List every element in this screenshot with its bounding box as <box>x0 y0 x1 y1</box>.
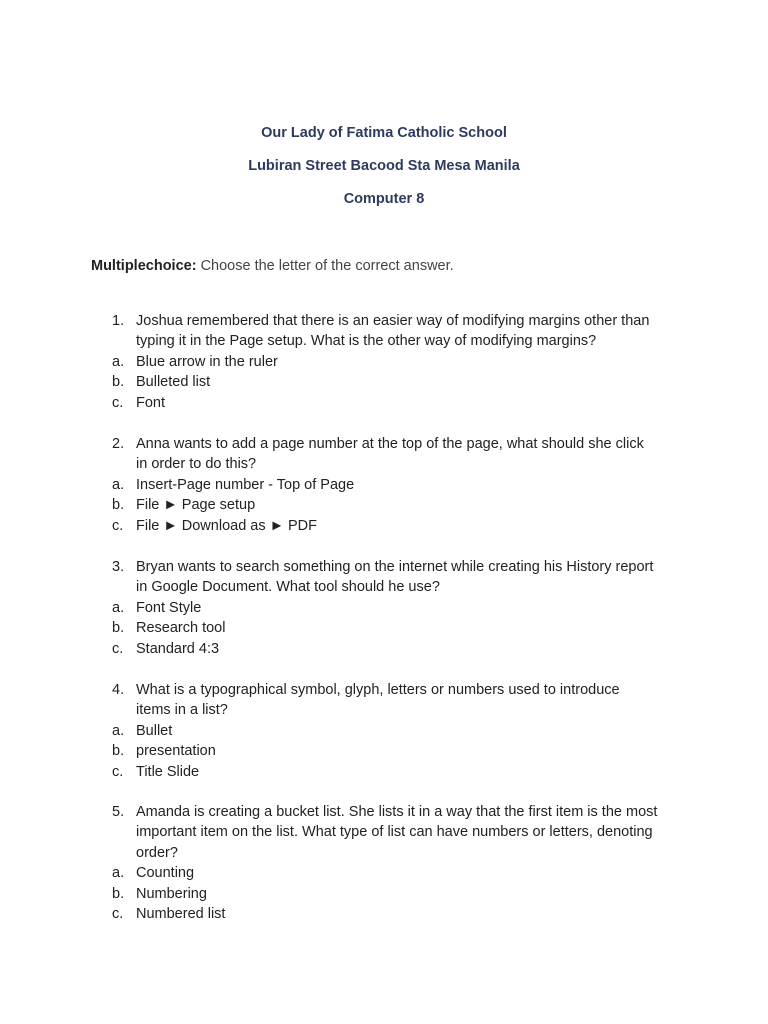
question-text: Amanda is creating a bucket list. She lists it in a way that the first item is the most <box>136 804 658 820</box>
choice-letter: a. <box>112 353 125 370</box>
question-4 <box>0 680 768 782</box>
question-text: typing it in the Page setup. What is the other way of modifying margins? <box>136 333 597 350</box>
question-line <box>0 822 768 842</box>
choice-b <box>0 618 768 638</box>
school-address: Lubiran Street Bacood Sta Mesa Manila <box>248 158 520 174</box>
choice-letter: a. <box>112 599 125 616</box>
question-line <box>0 557 768 577</box>
choice-text: Numbering <box>136 885 207 902</box>
question-3 <box>0 557 768 659</box>
question-line <box>0 331 768 351</box>
question-2 <box>0 434 768 536</box>
question-number: 4. <box>112 682 125 698</box>
choice-letter: a. <box>112 865 125 882</box>
choice-text: Standard 4:3 <box>136 640 220 657</box>
question-text: in order to do this? <box>136 456 257 473</box>
choice-letter: c. <box>112 905 124 922</box>
choice-text: Counting <box>136 865 195 882</box>
choice-text: Insert-Page number - Top of Page <box>136 476 355 493</box>
question-text: What is a typographical symbol, glyph, letters or numbers used to introduce <box>136 682 620 698</box>
choice-b <box>0 372 768 392</box>
question-number: 2. <box>112 436 125 452</box>
choice-letter: b. <box>112 497 125 514</box>
question-line <box>0 680 768 700</box>
question-number: 5. <box>112 804 125 820</box>
choice-c <box>0 516 768 536</box>
choice-letter: b. <box>112 620 125 637</box>
choice-text: Font <box>136 394 166 411</box>
question-text: Joshua remembered that there is an easier way of modifying margins other than <box>136 313 650 329</box>
question-text: in Google Document. What tool should he use? <box>136 579 440 596</box>
question-line <box>0 311 768 331</box>
choice-letter: a. <box>112 722 125 739</box>
question-line <box>0 802 768 822</box>
question-line <box>0 577 768 597</box>
choice-letter: b. <box>112 374 125 391</box>
choice-a <box>0 475 768 495</box>
choice-a <box>0 352 768 372</box>
question-line <box>0 434 768 454</box>
choice-letter: c. <box>112 394 124 411</box>
question-number: 3. <box>112 559 125 575</box>
choice-a <box>0 863 768 883</box>
choice-letter: c. <box>112 517 124 534</box>
choice-letter: c. <box>112 763 124 780</box>
instructions-label: Multiplechoice: <box>91 258 197 274</box>
question-line <box>0 700 768 720</box>
question-text: Bryan wants to search something on the internet while creating his History report <box>136 559 654 575</box>
choice-c <box>0 762 768 782</box>
choice-text: presentation <box>136 743 216 760</box>
school-name: Our Lady of Fatima Catholic School <box>261 125 507 141</box>
question-text: order? <box>136 844 178 861</box>
question-text: important item on the list. What type of list can have numbers or letters, denoting <box>136 824 653 841</box>
question-1 <box>0 311 768 413</box>
choice-text: Numbered list <box>136 905 226 922</box>
choice-letter: a. <box>112 476 125 493</box>
choice-text: Title Slide <box>136 763 200 780</box>
choice-text: Blue arrow in the ruler <box>136 353 278 370</box>
choice-text: Bullet <box>136 722 173 739</box>
choice-a <box>0 721 768 741</box>
question-5 <box>0 802 768 924</box>
question-line <box>0 843 768 863</box>
question-text: Anna wants to add a page number at the top of the page, what should she click <box>136 436 644 452</box>
instructions <box>91 258 454 274</box>
choice-b <box>0 741 768 761</box>
choice-c <box>0 904 768 924</box>
choice-c <box>0 393 768 413</box>
question-text: items in a list? <box>136 702 228 719</box>
choice-letter: b. <box>112 885 125 902</box>
choice-letter: b. <box>112 743 125 760</box>
choice-text: Bulleted list <box>136 374 211 391</box>
subject-title: Computer 8 <box>343 191 425 207</box>
question-line <box>0 454 768 474</box>
choice-text: Font Style <box>136 599 202 616</box>
choice-text: File ► Page setup <box>136 497 256 514</box>
instructions-text: Choose the letter of the correct answer. <box>200 258 454 274</box>
choice-letter: c. <box>112 640 124 657</box>
choice-c <box>0 639 768 659</box>
choice-text: Research tool <box>136 620 226 637</box>
choice-b <box>0 495 768 515</box>
choice-text: File ► Download as ► PDF <box>136 517 318 534</box>
question-number: 1. <box>112 313 125 329</box>
choice-a <box>0 598 768 618</box>
choice-b <box>0 884 768 904</box>
